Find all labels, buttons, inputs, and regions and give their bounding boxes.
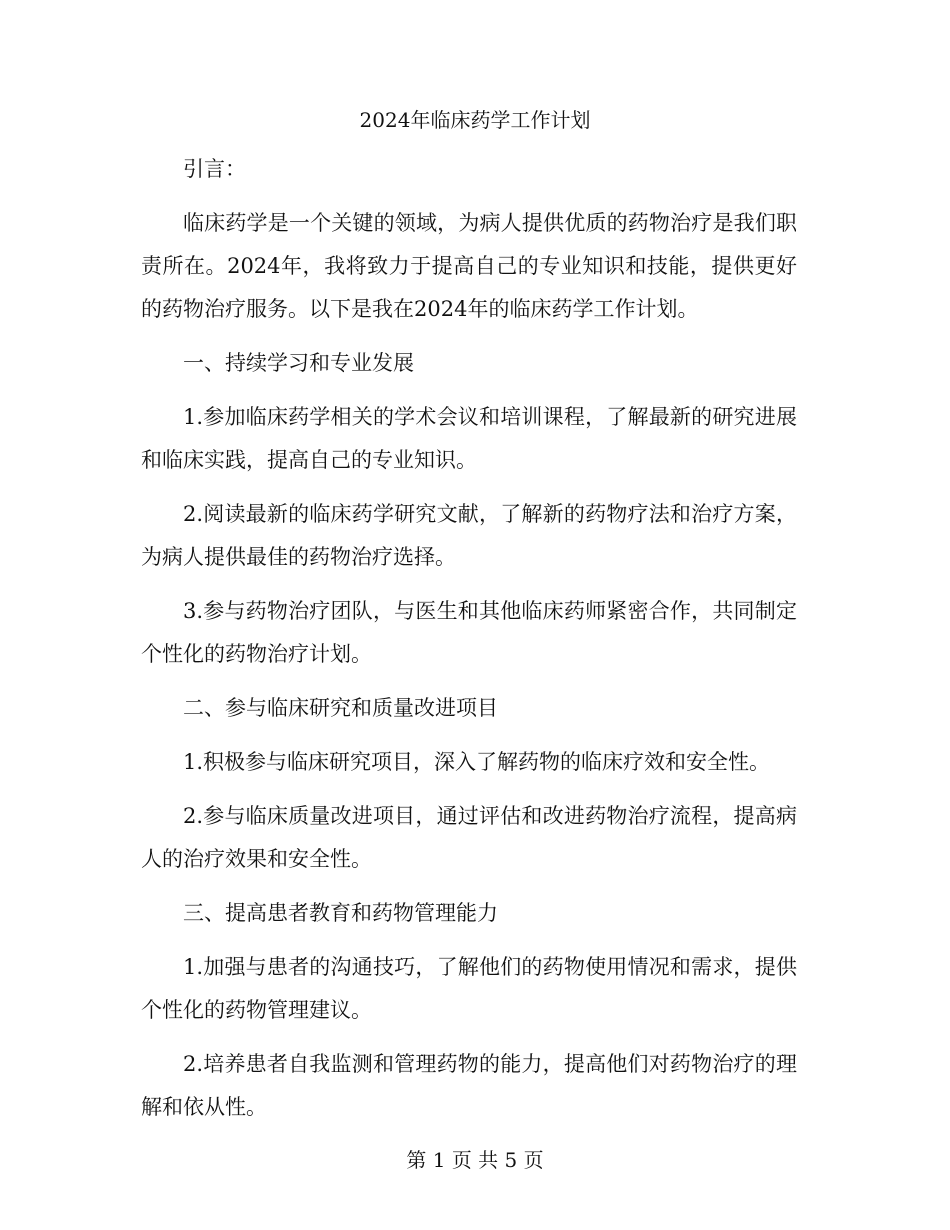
paragraph-intro-label: 引言： [183,157,246,181]
section-3-item-2: 2.培养患者自我监测和管理药物的能力，提高他们对药物治疗的理解和依从性。 [141,1052,797,1119]
section-2-item-2: 2.参与临床质量改进项目，通过评估和改进药物治疗流程，提高病人的治疗效果和安全性。 [141,804,797,871]
section-1-item-2: 2.阅读最新的临床药学研究文献，了解新的药物疗法和治疗方案，为病人提供最佳的药物治疗选择。 [141,502,797,569]
section-1-item-1: 1.参加临床药学相关的学术会议和培训课程，了解最新的研究进展和临床实践，提高自己的专业知识。 [141,405,797,472]
page-footer: 第 1 页 共 5 页 [406,1148,544,1172]
section-heading-1: 一、持续学习和专业发展 [183,351,414,375]
section-heading-2: 二、参与临床研究和质量改进项目 [183,696,498,720]
section-3-item-1: 1.加强与患者的沟通技巧，了解他们的药物使用情况和需求，提供个性化的药物管理建议。 [141,955,797,1022]
section-2-item-1: 1.积极参与临床研究项目，深入了解药物的临床疗效和安全性。 [183,750,771,774]
paragraph-intro: 临床药学是一个关键的领域，为病人提供优质的药物治疗是我们职责所在。2024年，我将致力于提高自己的专业知识和技能，提供更好的药物治疗服务。以下是我在2024年的临床药学工作计划。 [141,211,797,321]
section-1-item-3: 3.参与药物治疗团队，与医生和其他临床药师紧密合作，共同制定个性化的药物治疗计划。 [141,599,797,666]
document-title: 2024年临床药学工作计划 [359,108,591,132]
section-heading-3: 三、提高患者教育和药物管理能力 [183,901,498,925]
document-body [141,148,797,1140]
